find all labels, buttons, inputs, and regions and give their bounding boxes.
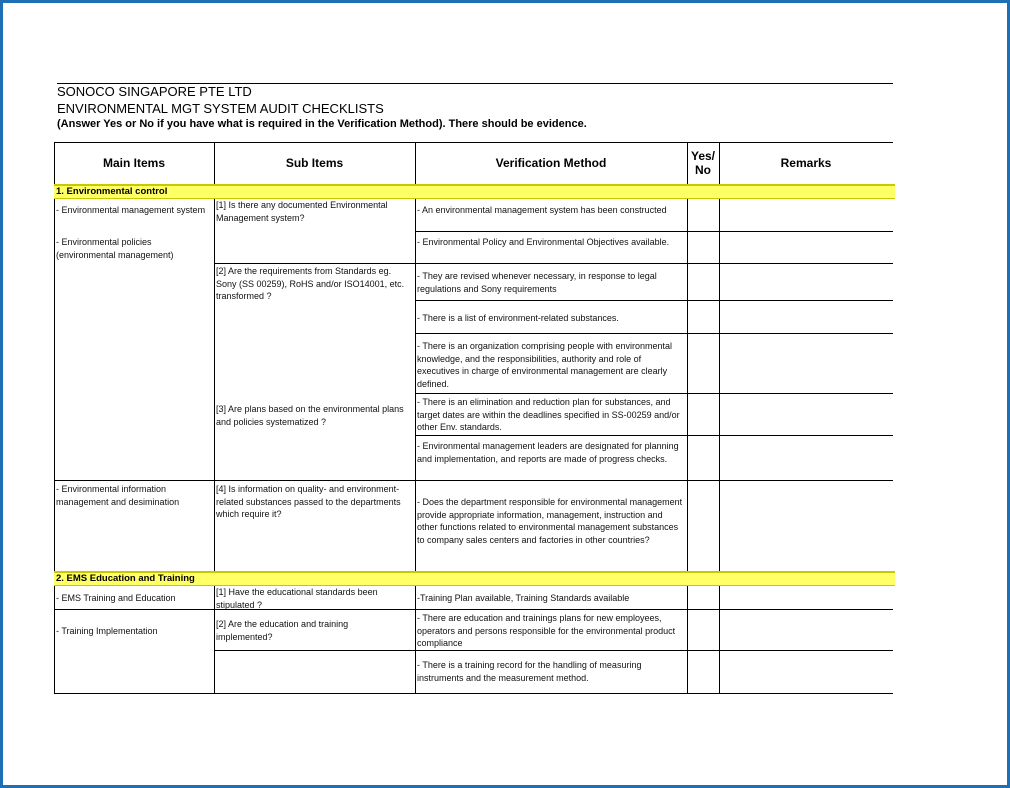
header-main-items: Main Items: [102, 156, 165, 170]
header-remarks: Remarks: [780, 156, 832, 170]
table-left-border: [54, 142, 55, 694]
header-sub-items: Sub Items: [285, 156, 344, 170]
header-verification-method: Verification Method: [495, 156, 607, 170]
verification-item: - They are revised whenever necessary, in response to legal regulations and Sony requirements: [417, 271, 657, 294]
instruction-text: (Answer Yes or No if you have what is required in the Verification Method). There should be evidence.: [57, 118, 587, 130]
main-item: - Environmental information management and desimination: [56, 484, 180, 507]
row-divider: [415, 263, 893, 264]
col-sep-1: [214, 142, 215, 694]
checklist-table: [54, 142, 893, 694]
section-ems-education-training: 2. EMS Education and Training: [54, 571, 895, 586]
main-item: - Environmental management system: [56, 205, 206, 215]
verification-item: - Does the department responsible for environmental management provide appropriate information, management, instruction and other functions related to environmental management substances to company sales centers and factories in other countries?: [417, 497, 683, 545]
col-sep-2: [415, 142, 416, 694]
row-divider: [415, 231, 893, 232]
row-divider: [54, 609, 893, 610]
main-item: - Environmental policies (environmental management): [56, 237, 174, 260]
verification-item: - There are education and trainings plans for new employees, operators and persons responsible for the environmental product compliance: [417, 613, 676, 648]
verification-item: - There is an organization comprising people with environmental knowledge, and the responsibilities, authority and role of executives in charge of environmental management are clearly defined.: [417, 341, 672, 389]
verification-item: - There is a list of environment-related substances.: [417, 313, 619, 323]
row-divider: [415, 333, 893, 334]
header-yes-no: Yes/ No: [690, 149, 716, 177]
verification-item: - There is an elimination and reduction plan for substances, and target dates are within the deadlines specified in SS-00259 and/or other Env. standards.: [417, 397, 680, 432]
sub-item: [1] Is there any documented Environmental Management system?: [216, 200, 388, 223]
col-sep-4: [719, 142, 720, 694]
company-name: SONOCO SINGAPORE PTE LTD: [57, 84, 252, 99]
row-divider: [415, 435, 893, 436]
sub-item: [4] Is information on quality- and environment-related substances passed to the departments which require it?: [216, 484, 401, 519]
row-divider: [54, 480, 415, 481]
verification-item: -Training Plan available, Training Standards available: [417, 593, 630, 603]
table-bottom-border: [54, 693, 893, 694]
verification-item: - Environmental management leaders are designated for planning and implementation, and reports are made of progress checks.: [417, 441, 679, 464]
sub-item: [3] Are plans based on the environmental plans and policies systematized ?: [216, 404, 404, 427]
verification-item: - There is a training record for the handling of measuring instruments and the measurement method.: [417, 660, 642, 683]
verification-item: - Environmental Policy and Environmental Objectives available.: [417, 237, 670, 247]
section-environmental-control: 1. Environmental control: [54, 184, 895, 199]
row-divider: [214, 263, 415, 264]
row-divider: [214, 650, 893, 651]
sub-item: [2] Are the requirements from Standards eg. Sony (SS 00259), RoHS and/or ISO14001, etc. transformed ?: [216, 266, 405, 301]
row-divider: [415, 480, 893, 481]
verification-item: - An environmental management system has been constructed: [417, 205, 667, 215]
sub-item: [1] Have the educational standards been stipulated ?: [216, 587, 378, 610]
row-divider: [415, 300, 893, 301]
document-title: ENVIRONMENTAL MGT SYSTEM AUDIT CHECKLISTS: [57, 101, 384, 116]
sub-item: [2] Are the education and training implemented?: [216, 619, 349, 642]
main-item: - EMS Training and Education: [56, 593, 176, 603]
main-item: - Training Implementation: [56, 626, 158, 636]
row-divider: [415, 393, 893, 394]
col-sep-3: [687, 142, 688, 694]
